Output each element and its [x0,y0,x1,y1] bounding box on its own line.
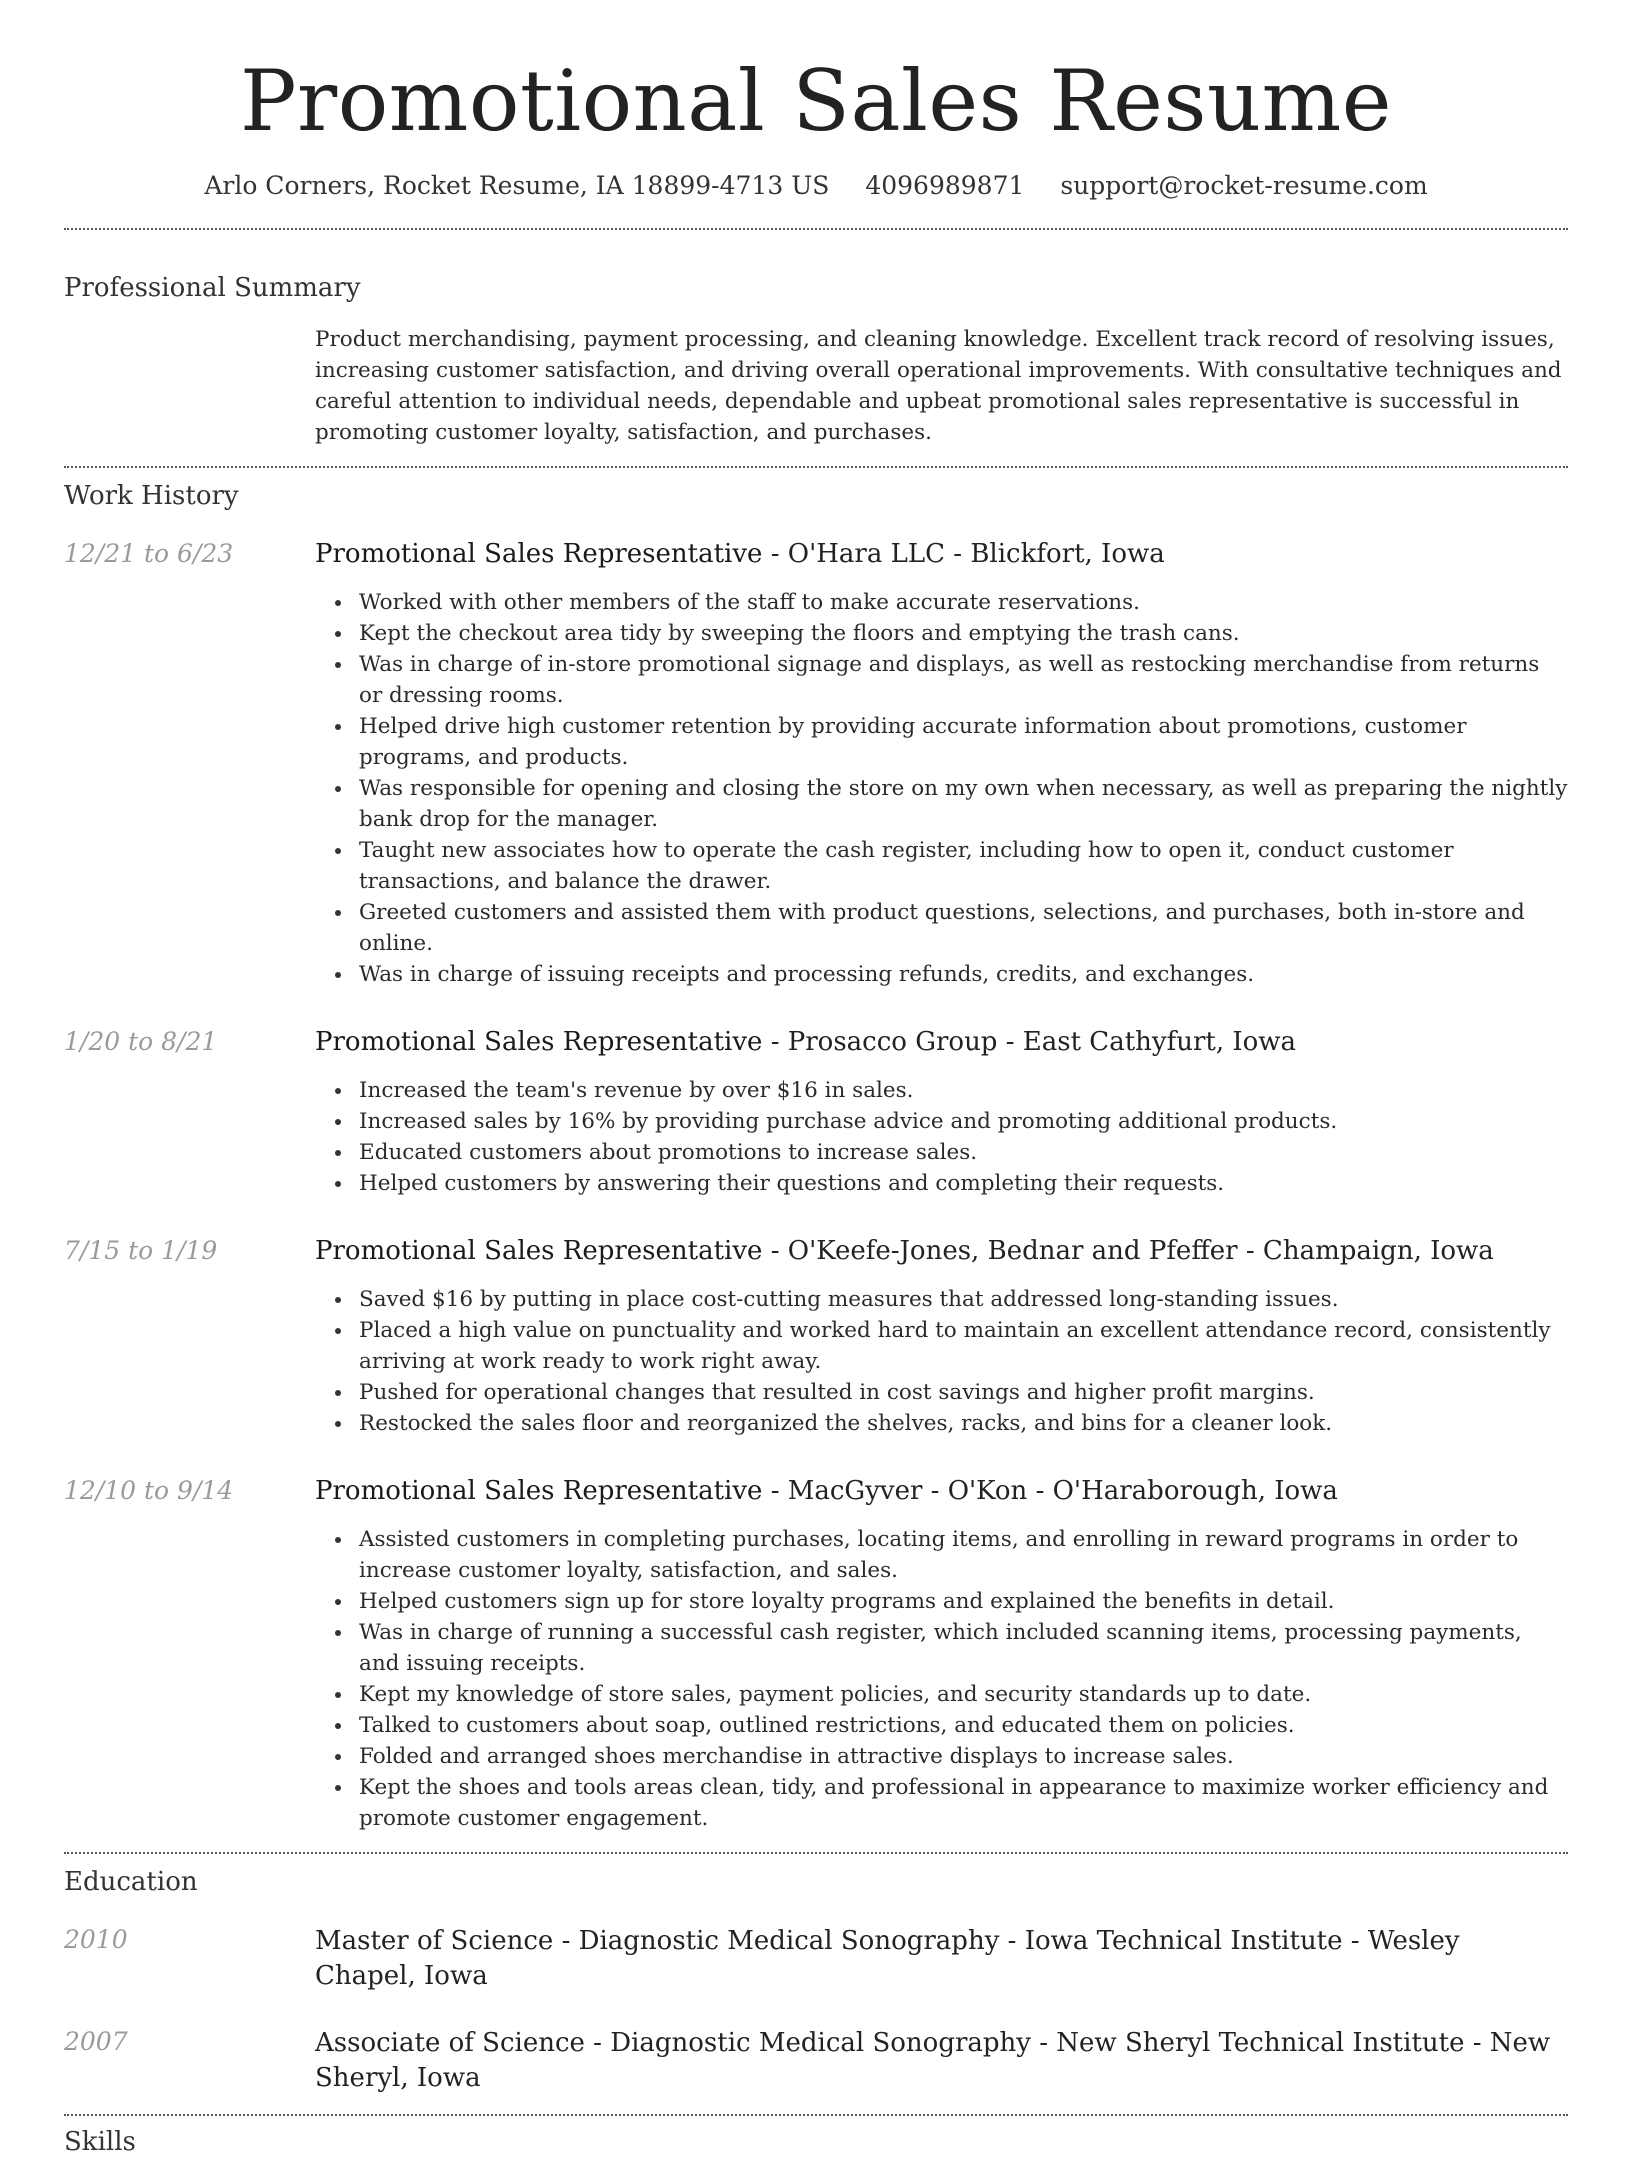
list-item: Assisted customers in completing purchases, locating items, and enrolling in reward programs in order to increase customer loyalty, satisfaction, and sales. [359,1524,1568,1586]
job-entry [64,1026,1568,1199]
job-details: - O'Keefe-Jones, Bednar and Pfeffer - Champaign, Iowa [762,1236,1494,1266]
skills-heading: Skills [64,2127,136,2157]
list-item: Kept the shoes and tools areas clean, tidy, and professional in appearance to maximize worker efficiency and promote customer engagement. [359,1772,1568,1834]
work-history-heading: Work History [64,481,239,511]
job-title [315,1026,1568,1058]
job-title [315,1475,1568,1507]
list-item: Talked to customers about soap, outlined restrictions, and educated them on policies. [359,1710,1568,1741]
job-dates: 7/15 to 1/19 [64,1236,218,1265]
education-title [315,2026,1568,2096]
contact-address: Arlo Corners, Rocket Resume, IA 18899-4713 US [204,171,830,200]
work-history-section [64,480,1568,1834]
job-title [315,1235,1568,1267]
education-title [315,1924,1568,1994]
job-entry [64,1235,1568,1439]
job-bullets [315,1524,1568,1834]
job-entry [64,1475,1568,1834]
section-divider [64,2114,1568,2116]
job-title [315,538,1568,570]
list-item: Greeted customers and assisted them with product questions, selections, and purchases, both in-store and online. [359,897,1568,959]
list-item: Kept the checkout area tidy by sweeping the floors and emptying the trash cans. [359,618,1568,649]
list-item: Kept my knowledge of store sales, payment policies, and security standards up to date. [359,1679,1568,1710]
job-bullets [315,1075,1568,1199]
list-item: Helped drive high customer retention by providing accurate information about promotions, customer programs, and products. [359,711,1568,773]
summary-section [64,272,1568,448]
skills-section [64,2126,1568,2158]
job-entry [64,538,1568,990]
list-item: Increased sales by 16% by providing purchase advice and promoting additional products. [359,1106,1568,1137]
contact-email: support@rocket-resume.com [1060,171,1428,200]
list-item: Increased the team's revenue by over $16 in sales. [359,1075,1568,1106]
job-bullets [315,1284,1568,1439]
education-degree: Master of Science - Diagnostic Medical Sonography [315,1926,1000,1956]
job-role: Promotional Sales Representative [315,1236,763,1266]
job-details: - MacGyver - O'Kon - O'Haraborough, Iowa [762,1476,1338,1506]
education-section [64,1866,1568,2096]
job-role: Promotional Sales Representative [315,1027,763,1057]
list-item: Taught new associates how to operate the cash register, including how to open it, conduct customer transactions, and balance the drawer. [359,835,1568,897]
list-item: Worked with other members of the staff to make accurate reservations. [359,587,1568,618]
contact-phone: 4096989871 [865,171,1025,200]
job-role: Promotional Sales Representative [315,1476,763,1506]
list-item: Helped customers by answering their questions and completing their requests. [359,1168,1568,1199]
job-details: - Prosacco Group - East Cathyfurt, Iowa [762,1027,1297,1057]
list-item: Was in charge of in-store promotional signage and displays, as well as restocking merchandise from returns or dressing rooms. [359,649,1568,711]
list-item: Pushed for operational changes that resulted in cost savings and higher profit margins. [359,1377,1568,1408]
job-dates: 1/20 to 8/21 [64,1027,218,1056]
list-item: Was in charge of issuing receipts and processing refunds, credits, and exchanges. [359,959,1568,990]
job-bullets [315,587,1568,990]
section-divider [64,228,1568,230]
resume-title: Promotional Sales Resume [240,52,1392,150]
section-divider [64,1852,1568,1854]
education-details: - Iowa Technical Institute - Wesley Chapel, Iowa [315,1926,1460,1991]
list-item: Restocked the sales floor and reorganized the shelves, racks, and bins for a cleaner look. [359,1408,1568,1439]
education-year: 2010 [64,1925,128,1954]
list-item: Saved $16 by putting in place cost-cutting measures that addressed long-standing issues. [359,1284,1568,1315]
section-divider [64,466,1568,468]
education-degree: Associate of Science - Diagnostic Medical Sonography [315,2028,1031,2058]
education-entry [64,1924,1568,1994]
job-details: - O'Hara LLC - Blickfort, Iowa [762,539,1165,569]
list-item: Educated customers about promotions to increase sales. [359,1137,1568,1168]
list-item: Helped customers sign up for store loyalty programs and explained the benefits in detail. [359,1586,1568,1617]
job-dates: 12/21 to 6/23 [64,539,234,568]
education-heading: Education [64,1867,198,1897]
education-entry [64,2026,1568,2096]
summary-heading: Professional Summary [64,273,361,303]
list-item: Placed a high value on punctuality and worked hard to maintain an excellent attendance record, consistently arriving at work ready to work right away. [359,1315,1568,1377]
list-item: Was in charge of running a successful cash register, which included scanning items, processing payments, and issuing receipts. [359,1617,1568,1679]
contact-line [64,170,1568,202]
job-role: Promotional Sales Representative [315,539,763,569]
list-item: Was responsible for opening and closing the store on my own when necessary, as well as preparing the nightly bank drop for the manager. [359,773,1568,835]
summary-text: Product merchandising, payment processing, and cleaning knowledge. Excellent track record of resolving issues, increasing customer satisfaction, and driving overall operational improvements. With consultative techniques and careful attention to individual needs, dependable and upbeat promotional sales representative is successful in promoting customer loyalty, satisfaction, and purchases. [315,327,1562,445]
education-details: - New Sheryl Technical Institute - New Sheryl, Iowa [315,2028,1551,2093]
job-dates: 12/10 to 9/14 [64,1476,234,1505]
list-item: Folded and arranged shoes merchandise in attractive displays to increase sales. [359,1741,1568,1772]
education-year: 2007 [64,2027,128,2056]
